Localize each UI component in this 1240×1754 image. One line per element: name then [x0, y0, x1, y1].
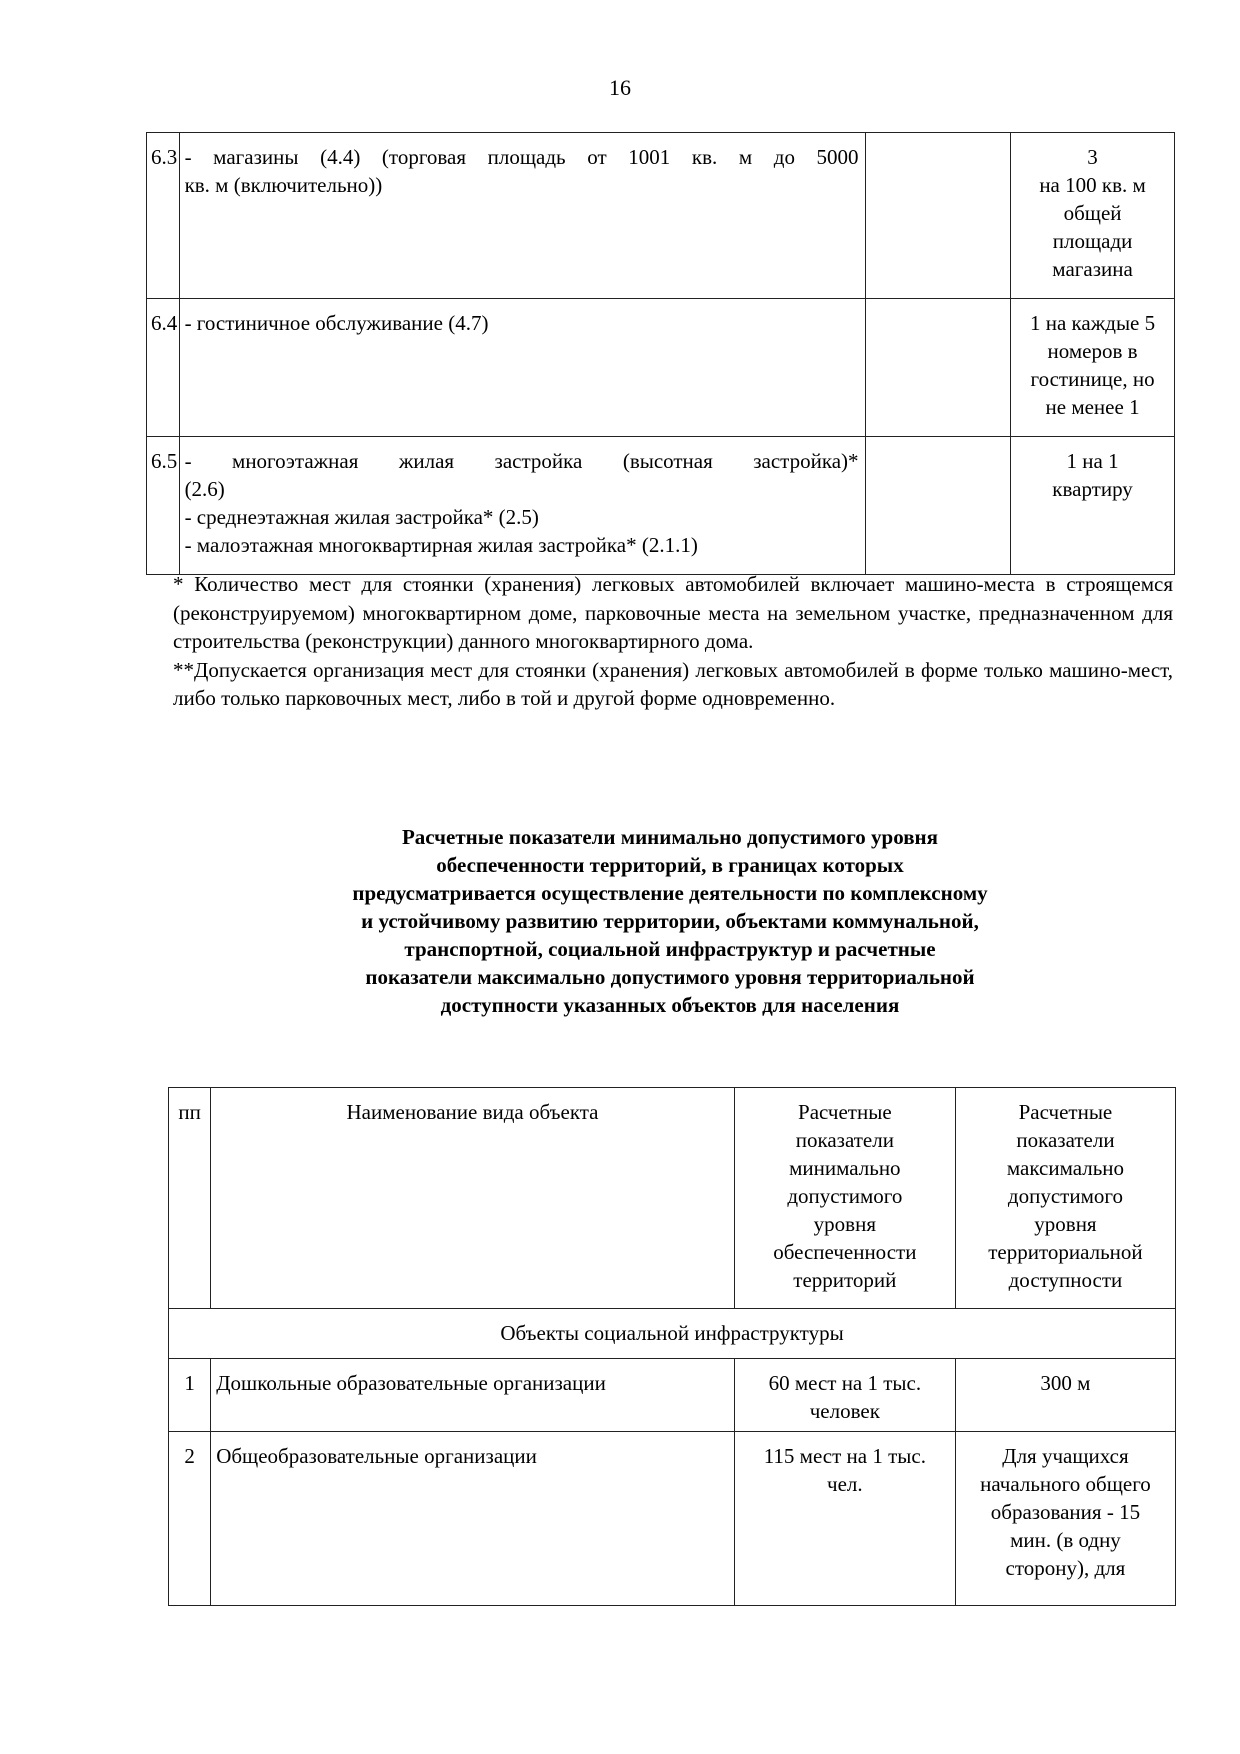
- empty-cell: [865, 133, 1011, 299]
- cell-line: общей: [1063, 201, 1122, 225]
- parking-norms-table: [146, 132, 1175, 575]
- cell-line: кв. м (включительно)): [184, 173, 383, 197]
- footnotes: [173, 570, 1173, 713]
- header-line: показатели: [795, 1128, 894, 1152]
- cell-line: не менее 1: [1045, 395, 1140, 419]
- cell-line: - среднеэтажная жилая застройка* (2.5): [184, 505, 539, 529]
- table-row: [147, 437, 1175, 575]
- header-line: допустимого: [787, 1184, 903, 1208]
- object-type-cell: [179, 437, 865, 575]
- object-name: Общеобразовательные организации: [211, 1432, 735, 1606]
- heading-line: доступности указанных объектов для населения: [440, 993, 900, 1017]
- row-number: 6.3: [147, 133, 180, 299]
- cell-line: 60 мест на 1 тыс.: [768, 1371, 922, 1395]
- header-line: уровня: [813, 1212, 876, 1236]
- header-line: Расчетные: [798, 1100, 892, 1124]
- object-type-cell: [179, 133, 865, 299]
- norm-value-cell: [1011, 133, 1175, 299]
- table-row: [169, 1359, 1176, 1432]
- row-number: 1: [169, 1359, 211, 1432]
- cell-line: магазина: [1052, 257, 1133, 281]
- row-number: 2: [169, 1432, 211, 1606]
- page-number: 16: [609, 75, 631, 100]
- header-pp: пп: [169, 1088, 211, 1309]
- table-header-row: [169, 1088, 1176, 1309]
- cell-line: номеров в: [1047, 339, 1138, 363]
- empty-cell: [865, 437, 1011, 575]
- cell-line: (2.6): [184, 477, 225, 501]
- header-min-indicator: [734, 1088, 955, 1309]
- heading-line: и устойчивому развитию территории, объектами коммунальной,: [361, 909, 979, 933]
- cell-line: - многоэтажная жилая застройка (высотная застройка)*: [184, 449, 859, 473]
- heading-line: предусматривается осуществление деятельности по комплексному: [352, 881, 988, 905]
- cell-line: 1 на каждые 5: [1029, 311, 1156, 335]
- section-heading: [220, 823, 1120, 1019]
- header-line: территориальной: [988, 1240, 1143, 1264]
- cell-line: образования - 15: [990, 1500, 1141, 1524]
- cell-line: площади: [1052, 229, 1133, 253]
- heading-line: показатели максимально допустимого уровня территориальной: [365, 965, 975, 989]
- header-line: обеспеченности: [773, 1240, 917, 1264]
- header-line: территорий: [793, 1268, 897, 1292]
- section-row-label: Объекты социальной инфраструктуры: [169, 1309, 1176, 1359]
- cell-line: 300 м: [1040, 1371, 1091, 1395]
- table-row: [169, 1432, 1176, 1606]
- cell-line: чел.: [827, 1472, 863, 1496]
- min-indicator-cell: [734, 1432, 955, 1606]
- header-line: минимально: [789, 1156, 901, 1180]
- section-row: [169, 1309, 1176, 1359]
- header-line: доступности: [1008, 1268, 1123, 1292]
- header-line: Расчетные: [1018, 1100, 1113, 1124]
- header-line: показатели: [1016, 1128, 1115, 1152]
- header-max-indicator: [955, 1088, 1175, 1309]
- cell-line: 115 мест на 1 тыс.: [763, 1444, 926, 1468]
- cell-line: сторону), для: [1005, 1556, 1126, 1580]
- cell-line: 1 на 1: [1066, 449, 1119, 473]
- object-name: Дошкольные образовательные организации: [211, 1359, 735, 1432]
- table-row: [147, 299, 1175, 437]
- header-line: максимально: [1006, 1156, 1125, 1180]
- max-indicator-cell: [955, 1432, 1175, 1606]
- norm-value-cell: [1011, 437, 1175, 575]
- header-line: уровня: [1034, 1212, 1097, 1236]
- cell-line: - малоэтажная многоквартирная жилая застройка* (2.1.1): [184, 533, 698, 557]
- cell-line: начального общего: [980, 1472, 1151, 1496]
- cell-line: гостинице, но: [1030, 367, 1155, 391]
- norm-value-cell: [1011, 299, 1175, 437]
- heading-line: Расчетные показатели минимально допустимого уровня: [401, 825, 939, 849]
- heading-line: обеспеченности территорий, в границах которых: [436, 853, 904, 877]
- min-indicator-cell: [734, 1359, 955, 1432]
- cell-line: квартиру: [1052, 477, 1133, 501]
- cell-line: - гостиничное обслуживание (4.7): [184, 311, 489, 335]
- cell-line: Для учащихся: [1002, 1444, 1129, 1468]
- cell-line: человек: [809, 1399, 880, 1423]
- max-indicator-cell: [955, 1359, 1175, 1432]
- infrastructure-indicators-table: [168, 1087, 1176, 1606]
- footnote-double-asterisk: **Допускается организация мест для стоянки (хранения) легковых автомобилей в форме только машино-мест, либо только парковочных мест, либо в той и другой форме одновременно.: [173, 657, 1173, 710]
- empty-cell: [865, 299, 1011, 437]
- heading-line: транспортной, социальной инфраструктур и расчетные: [404, 937, 936, 961]
- cell-line: 3: [1087, 145, 1098, 169]
- cell-line: на 100 кв. м: [1039, 173, 1146, 197]
- cell-line: - магазины (4.4) (торговая площадь от 1001 кв. м до 5000: [184, 145, 859, 169]
- header-line: допустимого: [1007, 1184, 1123, 1208]
- footnote-single-asterisk: * Количество мест для стоянки (хранения) легковых автомобилей включает машино-места в строящемся (реконструируемом) многоквартирном доме, парковочные места на земельном участке, предназначенном для строительства (реконструкции) данного многоквартирного дома.: [173, 572, 1173, 653]
- table-row: [147, 133, 1175, 299]
- object-type-cell: [179, 299, 865, 437]
- row-number: 6.4: [147, 299, 180, 437]
- header-object-name: Наименование вида объекта: [211, 1088, 735, 1309]
- row-number: 6.5: [147, 437, 180, 575]
- cell-line: мин. (в одну: [1010, 1528, 1121, 1552]
